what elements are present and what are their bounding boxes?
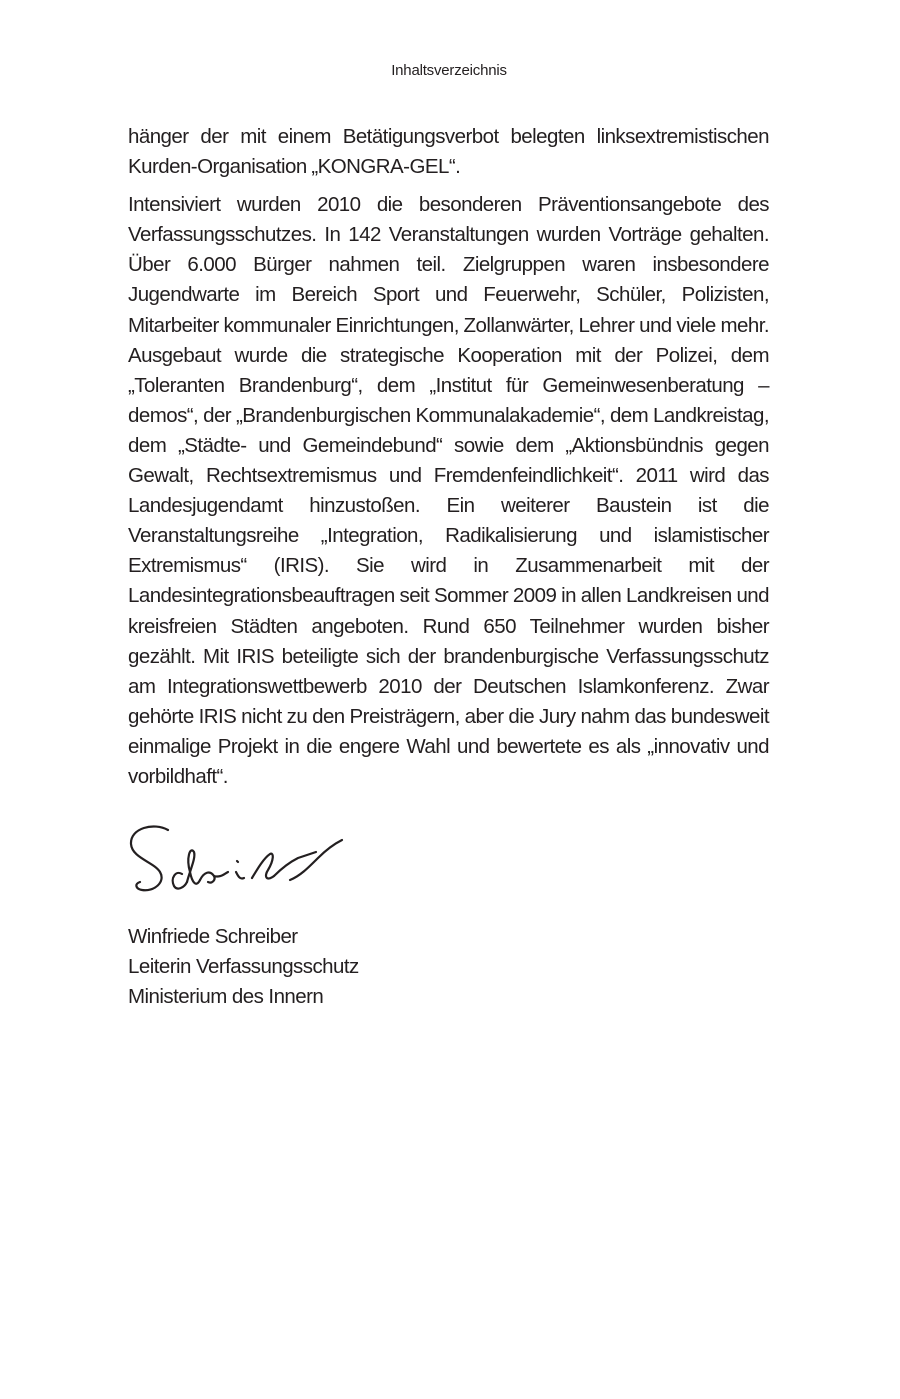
signatory-role: Leiterin Verfassungsschutz	[128, 955, 359, 979]
paragraph-prevention: Intensiviert wurden 2010 die besonderen Präventionsangebote des Verfassungsschutzes. In 142 Veranstaltungen wurden Vorträge gehalten. Über 6.000 Bürger nahmen teil. Zielgruppen waren insbesondere Jugendwarte im Bereich Sport und Feuerwehr, Schüler, Polizisten, Mitarbeiter kommunaler Einrichtungen, Zollanwärter, Lehrer und viele mehr. Ausgebaut wurde die strategische Kooperation mit der Polizei, dem „Toleranten Brandenburg“, dem „Institut für Gemeinwesenberatung – demos“, der „Brandenburgischen Kommunalakademie“, dem Landkreistag, dem „Städte- und Gemeindebund“ sowie dem „Aktionsbündnis gegen Gewalt, Rechtsextremismus und Fremdenfeindlichkeit“. 2011 wird das Landesjugendamt hinzustoßen. Ein weiterer Baustein ist die Veranstaltungsreihe „Integration, Radikalisierung und islamistischer Extremismus“ (IRIS). Sie wird in Zusammenarbeit mit der Landesintegrationsbeauftragen seit Sommer 2009 in allen Landkreisen und kreisfreien Städten angeboten. Rund 650 Teilnehmer wurden bisher gezählt. Mit IRIS beteiligte sich der brandenburgische Verfassungsschutz am Integrationswettbewerb 2010 der Deutschen Islamkonferenz. Zwar gehörte IRIS nicht zu den Preisträgern, aber die Jury nahm das bundesweit einmalige Projekt in die engere Wahl und bewertete es als „innovativ und vorbildhaft“.	[128, 193, 769, 788]
signatory-organization: Ministerium des Innern	[128, 985, 324, 1009]
handwritten-signature-icon	[124, 818, 356, 906]
body-text	[128, 122, 769, 792]
signatory-name: Winfriede Schreiber	[128, 925, 298, 948]
running-header: Inhaltsverzeichnis	[391, 62, 507, 79]
paragraph-continuation: hänger der mit einem Betätigungsverbot belegten linksextremistischen Kurden-Organisation „KONGRA-GEL“.	[128, 125, 769, 179]
signature-block	[128, 922, 359, 1012]
